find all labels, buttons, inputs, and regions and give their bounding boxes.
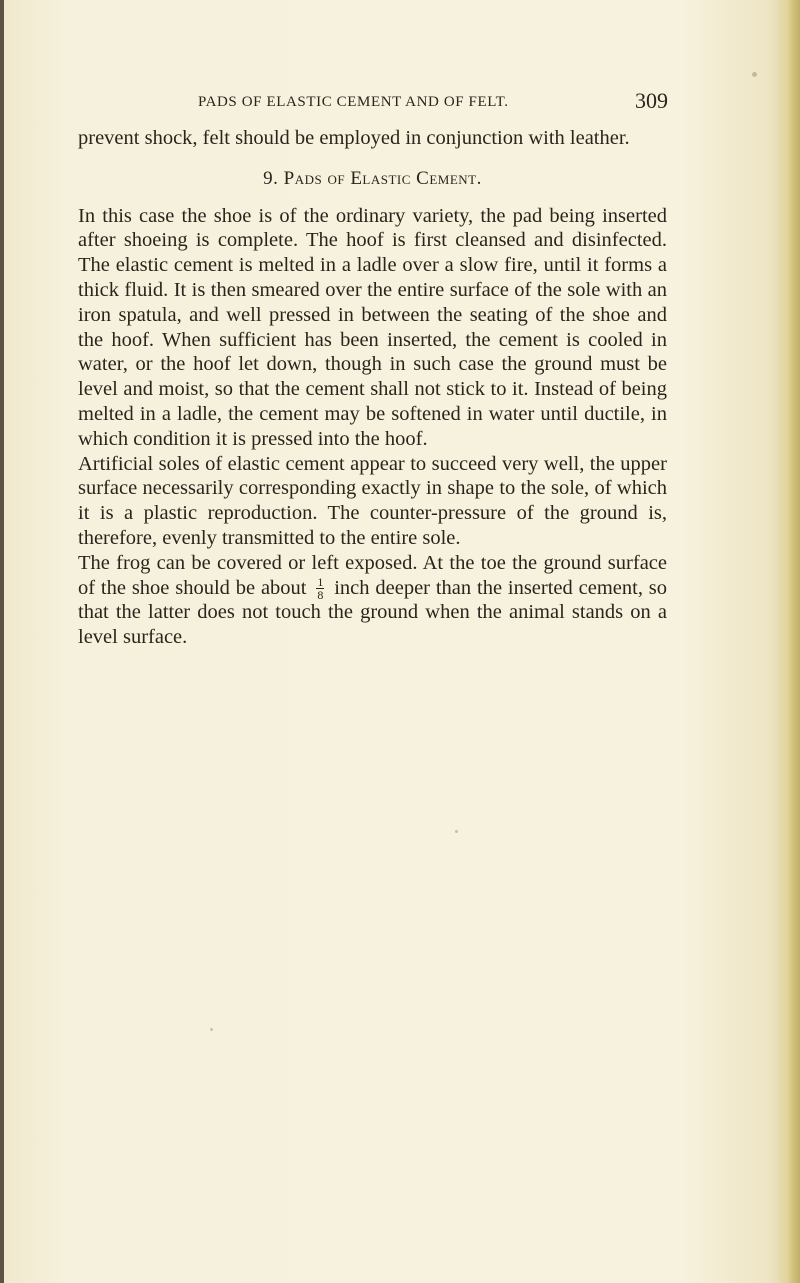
fraction-denominator: 8 bbox=[317, 588, 324, 603]
page-number: 309 bbox=[635, 88, 668, 113]
page-body bbox=[78, 126, 667, 650]
running-title: PADS OF ELASTIC CEMENT AND OF FELT. bbox=[198, 94, 509, 110]
fraction bbox=[316, 575, 324, 603]
paper-speck bbox=[455, 830, 458, 833]
page-left-edge bbox=[0, 0, 4, 1283]
paragraph-1-text: In this case the shoe is of the ordinary variety, the pad being inserted after shoeing is complete. The hoof is first cleansed and disinfected. The elastic cement is melted in a ladle over a slow fire, until it forms a thick fluid. It is then smeared over the entire surface of the sole with an iron spatula, and well pressed in between the seating of the shoe and the hoof. When sufficient has been inserted, the cement is cooled in water, or the hoof let down, though in such case the ground must be level and moist, so that the cement shall not stick to it. Instead of being melted in a ladle, the cement may be softened in water until ductile, in which condition it is pressed into the hoof. bbox=[78, 204, 667, 450]
paper-speck bbox=[752, 72, 757, 77]
section-number: 9. bbox=[263, 167, 279, 189]
paragraph-3 bbox=[78, 551, 667, 650]
page-right-edge bbox=[778, 0, 800, 1283]
running-header bbox=[78, 88, 668, 116]
paragraph-3-text-end: inch deeper than the inserted cement, so that the latter does not touch the ground when the animal stands on a level surface. bbox=[78, 576, 668, 649]
paragraph-2-text: Artificial soles of elastic cement appear to succeed very well, the upper surface necessarily corresponding exactly in shape to the sole, of which it is a plastic reproduction. The counter-pressure of the ground is, therefore, evenly transmitted to the entire sole. bbox=[78, 452, 667, 549]
carryover-paragraph: prevent shock, felt should be employed in conjunction with leather. bbox=[78, 127, 630, 149]
section-title: Pads of Elastic Cement. bbox=[283, 167, 482, 189]
fraction-numerator: 1 bbox=[317, 575, 324, 590]
section-heading bbox=[78, 167, 667, 192]
paragraph-3-text-start: The frog can be covered or left exposed. At the toe the ground surface of the shoe should be about bbox=[78, 551, 667, 599]
paragraph-1 bbox=[78, 204, 667, 452]
paragraph-2 bbox=[78, 452, 667, 551]
paper-speck bbox=[210, 1028, 213, 1031]
